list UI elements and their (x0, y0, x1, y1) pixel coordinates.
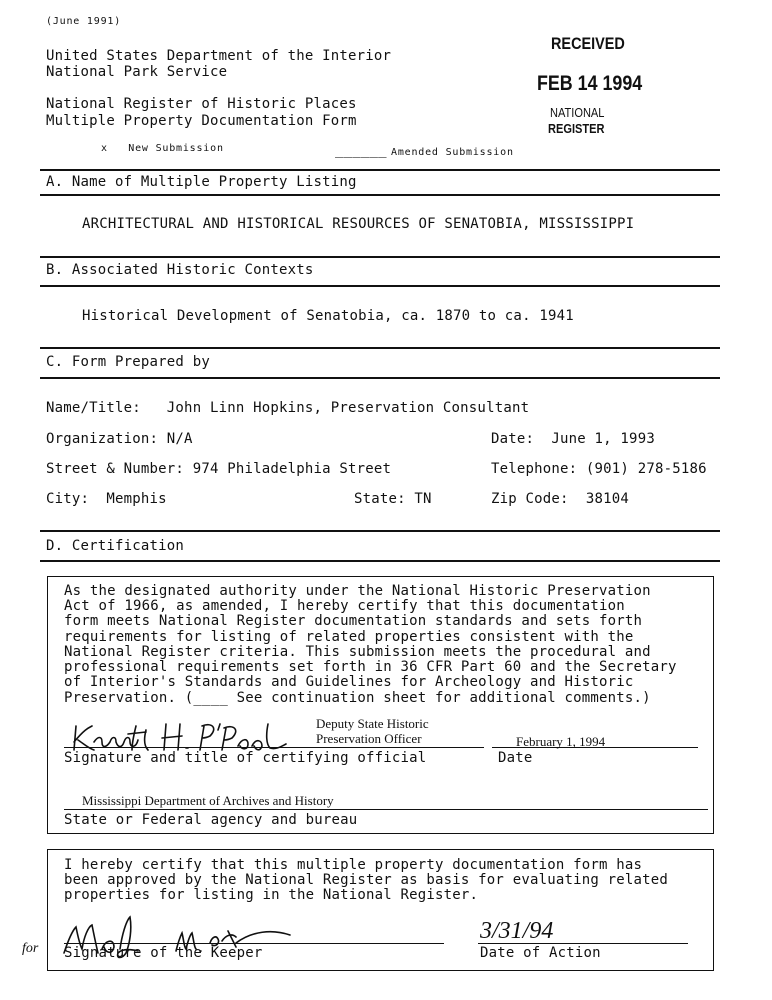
date-line (492, 747, 698, 748)
preparer-street: Street & Number: 974 Philadelphia Street (46, 461, 392, 477)
new-submission-option: x New Submission (101, 143, 224, 154)
official-title-line-2: Preservation Officer (316, 731, 422, 746)
stamp-line-1: NATIONAL (550, 105, 605, 120)
preparer-telephone: Telephone: (901) 278-5186 (491, 461, 707, 477)
multiple-property-name: ARCHITECTURAL AND HISTORICAL RESOURCES OF SENATOBIA, MISSISSIPPI (82, 216, 635, 232)
section-b-heading: B. Associated Historic Contexts (46, 262, 314, 278)
official-title-line-1: Deputy State Historic (316, 716, 429, 731)
agency-label: State or Federal agency and bureau (64, 812, 358, 828)
amended-submission-option: Amended Submission (391, 147, 514, 158)
certification-date-value: February 1, 1994 (516, 734, 606, 749)
cert-line-8: Preservation. (____ See continuation sheet for additional comments.) (64, 690, 651, 706)
action-date-label: Date of Action (480, 945, 601, 961)
preparer-city: City: Memphis (46, 491, 167, 507)
section-d-bottom-rule (40, 560, 720, 562)
historic-context: Historical Development of Senatobia, ca. 1870 to ca. 1941 (82, 308, 574, 324)
keeper-signature-line (64, 943, 444, 944)
preparer-organization: Organization: N/A (46, 431, 193, 447)
keeper-line-2: been approved by the National Register as basis for evaluating related (64, 872, 669, 888)
stamp-date: FEB 14 1994 (537, 72, 643, 95)
register-name: National Register of Historic Places (46, 96, 357, 112)
agency-line (64, 809, 708, 810)
keeper-line-1: I hereby certify that this multiple property documentation form has (64, 857, 643, 873)
preparer-state: State: TN (354, 491, 432, 507)
service-name: National Park Service (46, 64, 228, 80)
for-note: for (22, 941, 39, 956)
agency-value: Mississippi Department of Archives and History (82, 793, 334, 808)
signature-label: Signature and title of certifying official (64, 750, 427, 766)
form-date: (June 1991) (46, 16, 122, 27)
department-name: United States Department of the Interior (46, 48, 392, 64)
section-d-heading: D. Certification (46, 538, 185, 554)
preparer-name-title: Name/Title: John Linn Hopkins, Preservation Consultant (46, 400, 530, 416)
keeper-signature-label: Signature of the Keeper (64, 945, 263, 961)
section-c-bottom-rule (40, 377, 720, 379)
cert-line-2: Act of 1966, as amended, I hereby certify that this documentation (64, 598, 625, 614)
form-title: Multiple Property Documentation Form (46, 113, 357, 129)
amended-blank: ______ (335, 142, 387, 158)
cert-line-5: National Register criteria. This submission meets the procedural and (64, 644, 651, 660)
section-c-heading: C. Form Prepared by (46, 354, 210, 370)
cert-line-7: of Interior's Standards and Guidelines for Archeology and Historic (64, 674, 634, 690)
section-d-top-rule (40, 530, 720, 532)
stamp-line-2: REGISTER (548, 121, 605, 136)
section-a-heading: A. Name of Multiple Property Listing (46, 174, 357, 190)
section-a-bottom-rule (40, 194, 720, 196)
signature-line (64, 747, 484, 748)
keeper-line-3: properties for listing in the National Register. (64, 887, 479, 903)
preparer-date: Date: June 1, 1993 (491, 431, 655, 447)
section-a-top-rule (40, 169, 720, 171)
cert-line-6: professional requirements set forth in 36 CFR Part 60 and the Secretary (64, 659, 677, 675)
cert-line-3: form meets National Register documentation standards and sets forth (64, 613, 643, 629)
preparer-zip: Zip Code: 38104 (491, 491, 630, 507)
cert-line-1: As the designated authority under the National Historic Preservation (64, 583, 651, 599)
section-b-top-rule (40, 256, 720, 258)
action-date-line (478, 943, 688, 944)
action-date-value: 3/31/94 (480, 918, 554, 944)
date-label: Date (498, 750, 533, 766)
cert-line-4: requirements for listing of related properties consistent with the (64, 629, 634, 645)
certifying-official-signature (70, 718, 290, 754)
section-b-bottom-rule (40, 285, 720, 287)
stamp-received: RECEIVED (551, 34, 625, 53)
section-c-top-rule (40, 347, 720, 349)
